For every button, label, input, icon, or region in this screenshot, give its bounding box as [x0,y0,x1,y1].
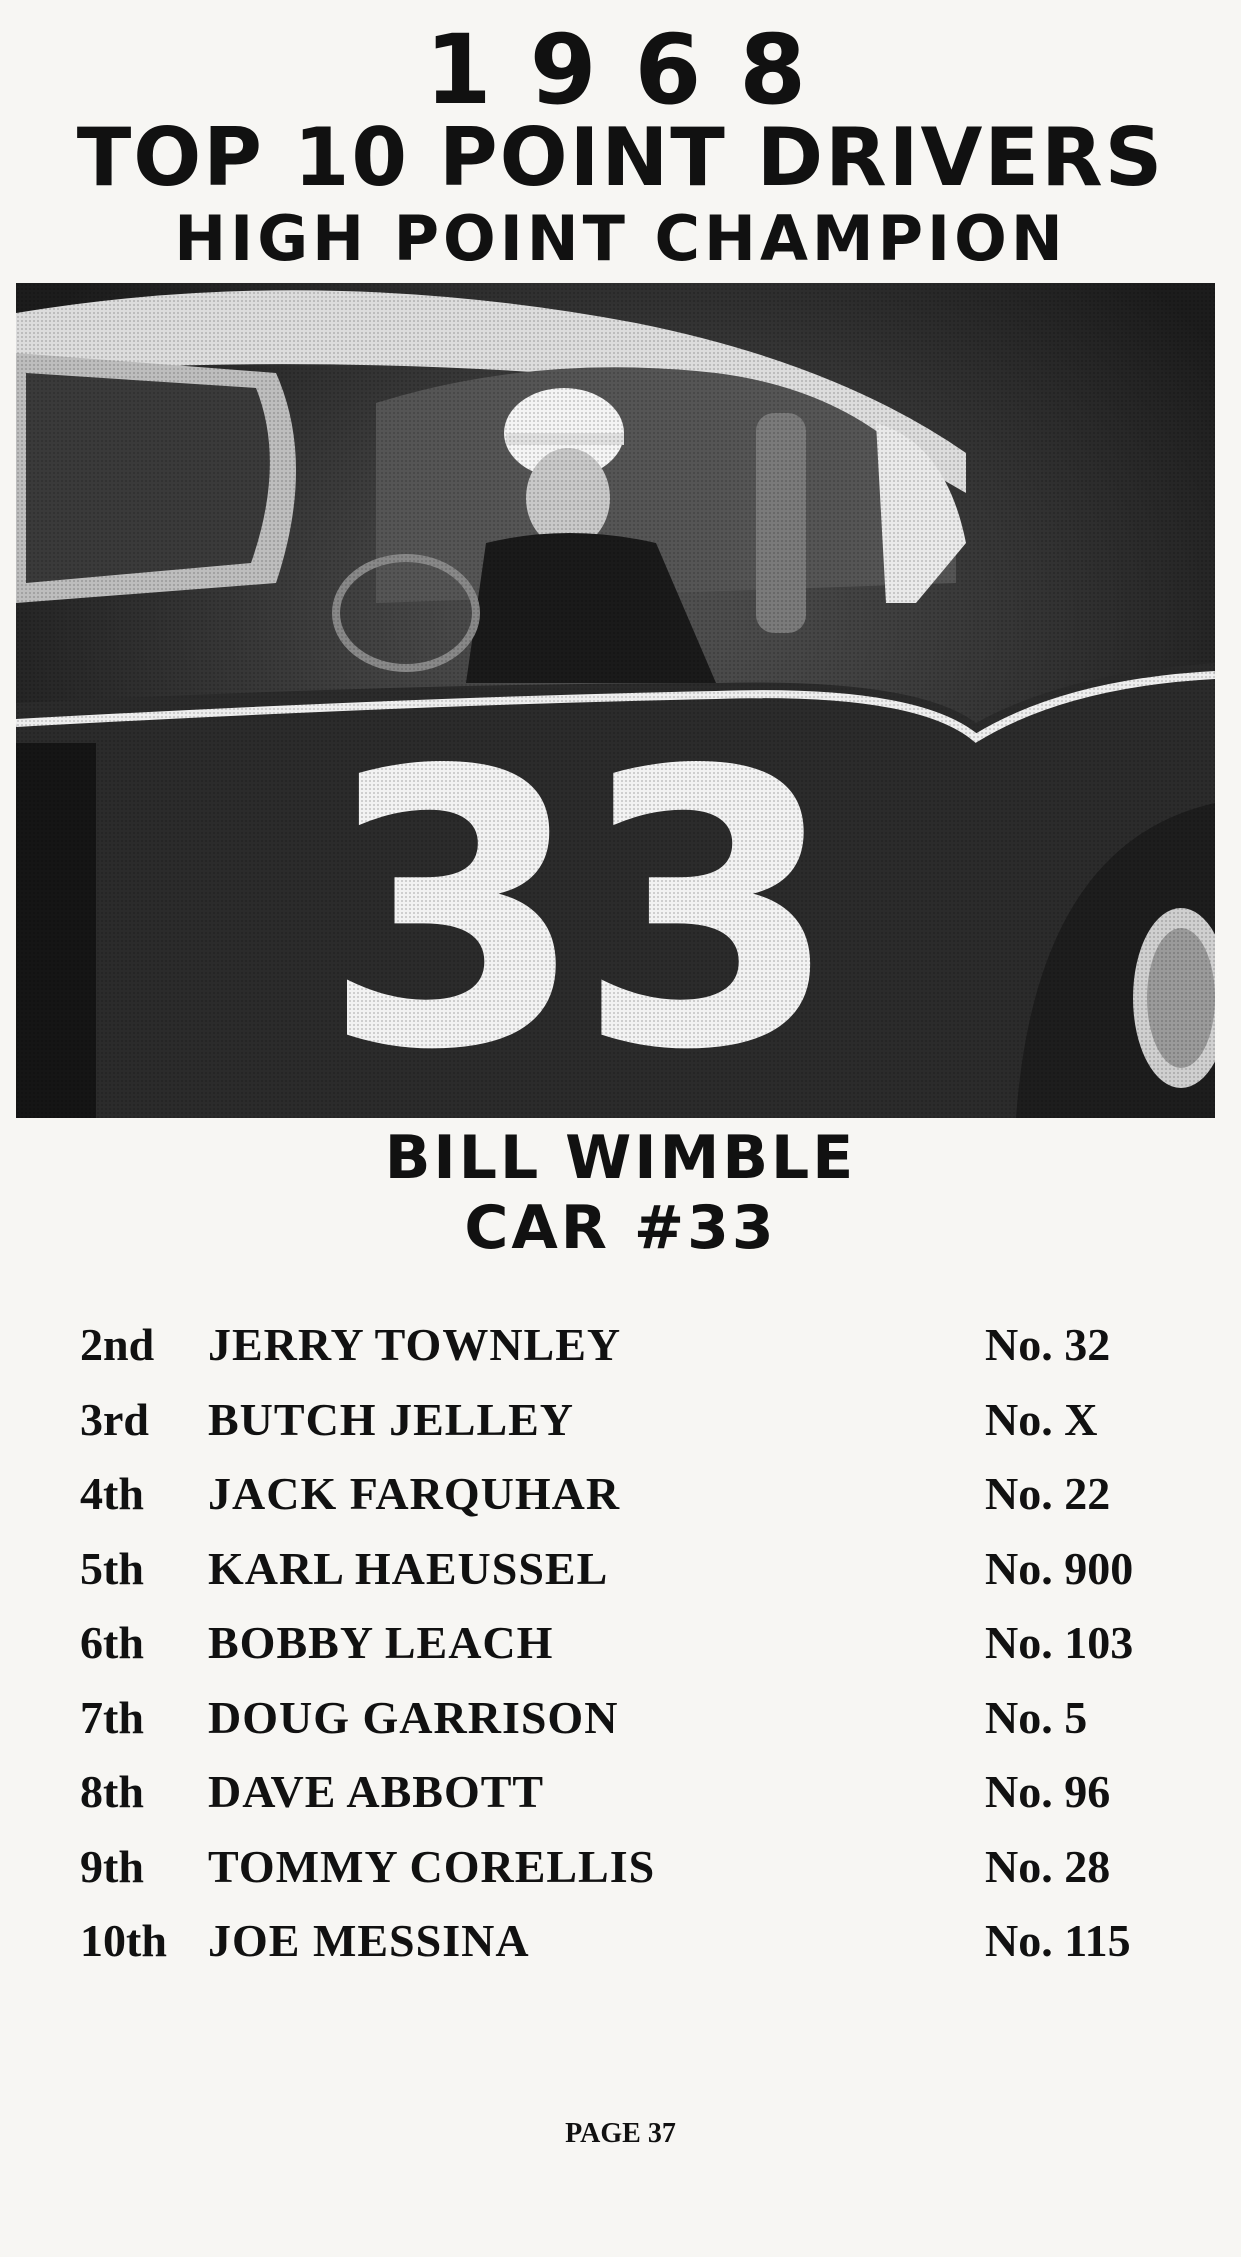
car-number: No. 115 [985,1915,1131,1966]
driver-name: JOE MESSINA [208,1915,530,1966]
place: 6th [80,1617,144,1668]
car-number: No. 28 [985,1840,1111,1892]
place: 10th [80,1915,167,1966]
list-item [0,1840,1241,1919]
place: 9th [80,1840,144,1892]
list-item [0,1766,1241,1844]
place: 8th [80,1766,144,1817]
list-item [0,1542,1241,1621]
page-number: PAGE 37 [565,2118,676,2149]
car-number: No. 32 [985,1319,1111,1370]
list-item [0,1468,1241,1546]
car-number: No. 103 [985,1617,1134,1668]
list-item [0,1617,1241,1695]
place: 4th [80,1468,144,1519]
place: 3rd [80,1393,149,1445]
place: 7th [80,1691,144,1743]
driver-name: BOBBY LEACH [208,1617,554,1668]
list-item [0,1691,1241,1770]
car-number: No. 22 [985,1468,1111,1519]
driver-name: JERRY TOWNLEY [208,1319,622,1370]
car-number: No. X [985,1393,1098,1445]
page-title: TOP 10 POINT DRIVERS [76,111,1165,204]
champion-name: BILL WIMBLE [384,1123,857,1193]
list-item [0,1319,1241,1397]
driver-name: BUTCH JELLEY [208,1393,575,1445]
driver-name: TOMMY CORELLIS [208,1840,656,1892]
page-subtitle: HIGH POINT CHAMPION [174,202,1067,275]
driver-name: KARL HAEUSSEL [208,1542,609,1594]
list-item [0,1393,1241,1472]
car-number: No. 96 [985,1766,1111,1817]
place: 2nd [80,1319,155,1370]
champion-car-number: CAR #33 [464,1193,777,1263]
driver-name: DOUG GARRISON [208,1691,619,1743]
car-number: No. 5 [985,1691,1088,1743]
driver-name: JACK FARQUHAR [208,1468,621,1519]
race-car-photo [16,283,1215,1118]
year-heading: 1968 [424,14,845,126]
car-number: No. 900 [985,1542,1134,1594]
driver-name: DAVE ABBOTT [208,1766,545,1817]
standings-list [0,1319,1241,1993]
place: 5th [80,1542,144,1594]
list-item [0,1915,1241,1993]
